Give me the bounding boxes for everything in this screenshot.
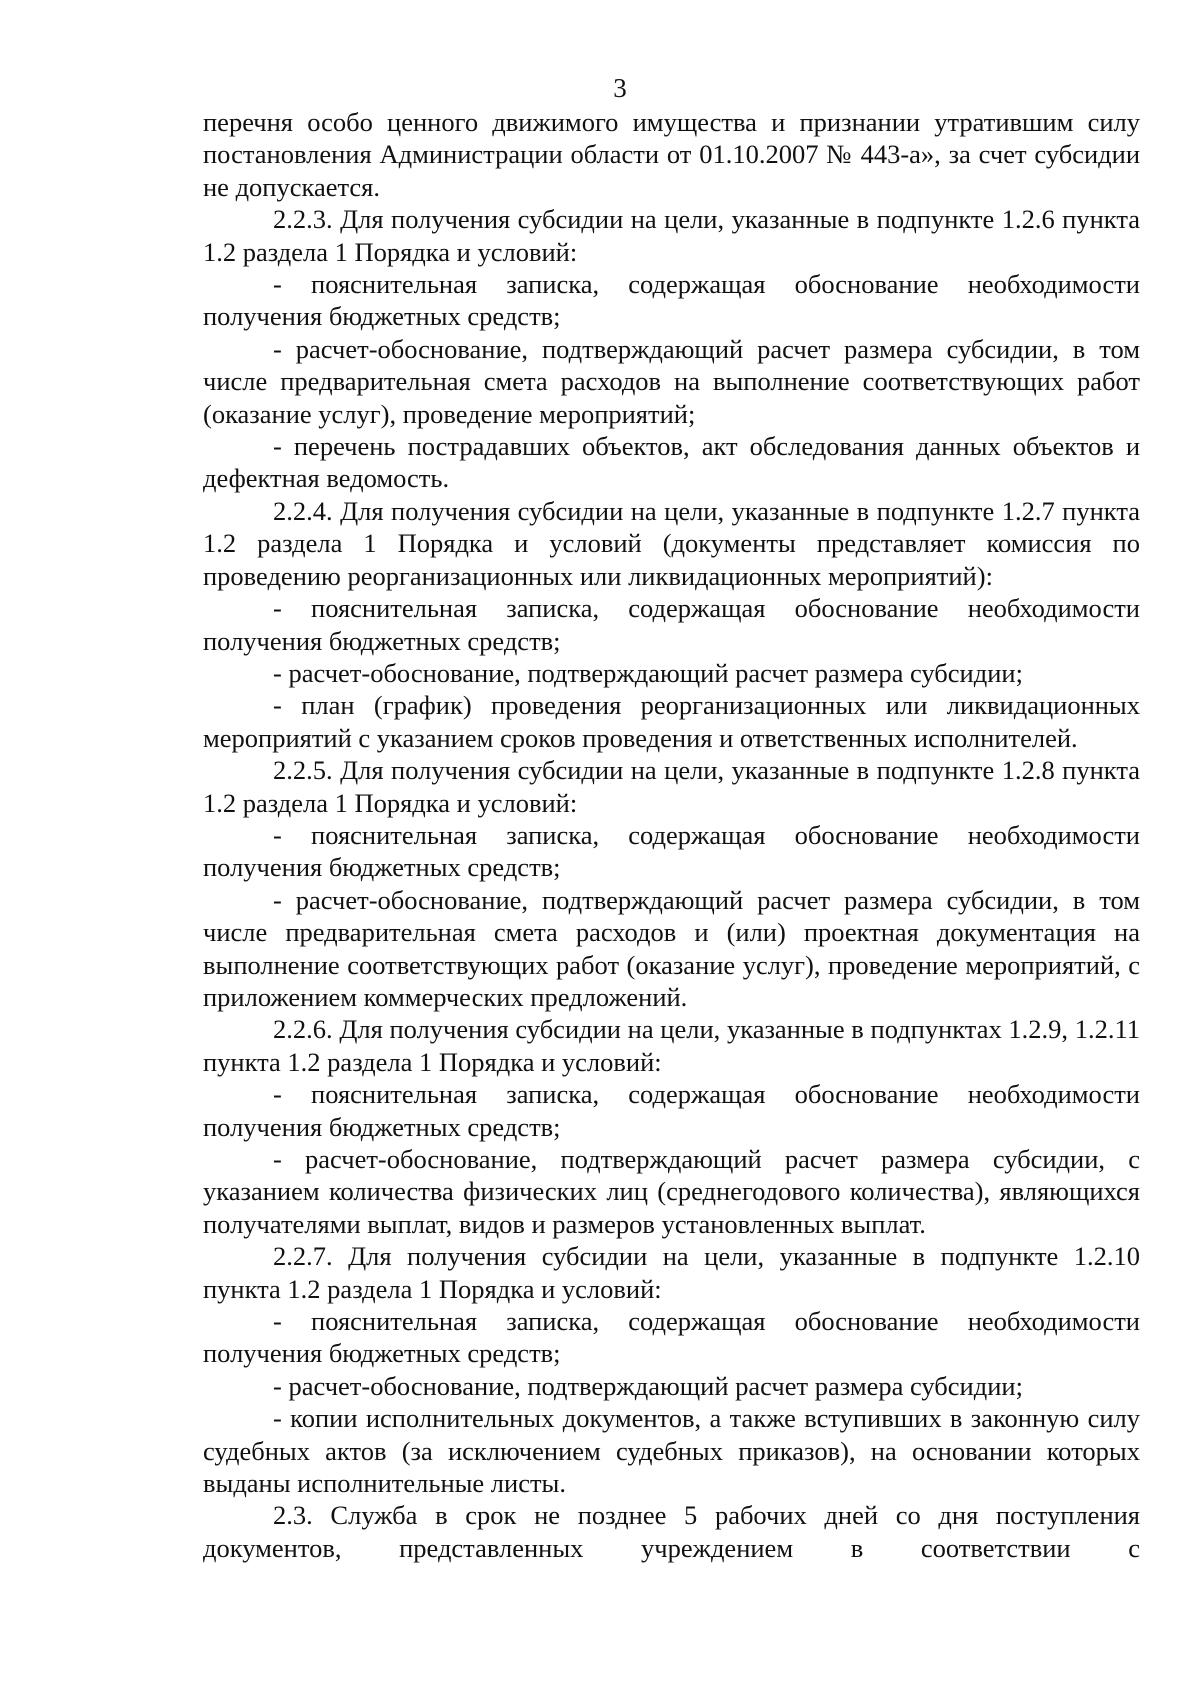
list-item: - копии исполнительных документов, а также вступивших в законную силу судебных актов (за исключением судебных приказов), на основании которых выданы исполнительные листы. <box>203 1403 1140 1499</box>
document-body <box>203 106 1140 1564</box>
list-item: - расчет-обоснование, подтверждающий расчет размера субсидии; <box>273 657 1023 688</box>
list-item: - пояснительная записка, содержащая обоснование необходимости получения бюджетных средств; <box>203 1079 1140 1142</box>
list-item: - пояснительная записка, содержащая обоснование необходимости получения бюджетных средств; <box>203 269 1140 332</box>
list-item: - расчет-обоснование, подтверждающий расчет размера субсидии, в том числе предварительная смета расходов и (или) проектная документация на выполнение соответствующих работ (оказание услуг), проведение мероприятий, с приложением коммерческих предложений. <box>203 884 1140 1012</box>
list-item: - пояснительная записка, содержащая обоснование необходимости получения бюджетных средств; <box>203 593 1140 656</box>
paragraph-2-2-4: 2.2.4. Для получения субсидии на цели, указанные в подпункте 1.2.7 пункта 1.2 раздела 1 Порядка и условий (документы представляет комиссия по проведению реорганизационных или ликвидационных мероприятий): <box>203 495 1140 591</box>
paragraph-2-2-5: 2.2.5. Для получения субсидии на цели, указанные в подпункте 1.2.8 пункта 1.2 раздела 1 Порядка и условий: <box>203 755 1140 818</box>
paragraph-2-2-6: 2.2.6. Для получения субсидии на цели, указанные в подпунктах 1.2.9, 1.2.11 пункта 1.2 раздела 1 Порядка и условий: <box>203 1014 1140 1077</box>
paragraph-2-3: 2.3. Служба в срок не позднее 5 рабочих дней со дня поступления документов, представленных учреждением в соответствии с <box>203 1500 1140 1563</box>
list-item: - расчет-обоснование, подтверждающий расчет размера субсидии, с указанием количества физических лиц (среднегодового количества), являющихся получателями выплат, видов и размеров установленных выплат. <box>203 1144 1140 1239</box>
list-item: - план (график) проведения реорганизационных или ликвидационных мероприятий с указанием сроков проведения и ответственных исполнителей. <box>203 690 1140 753</box>
list-item: - перечень пострадавших объектов, акт обследования данных объектов и дефектная ведомость. <box>203 431 1140 494</box>
paragraph-2-2-3: 2.2.3. Для получения субсидии на цели, указанные в подпункте 1.2.6 пункта 1.2 раздела 1 Порядка и условий: <box>203 204 1140 267</box>
page-number: 3 <box>613 73 627 103</box>
list-item: - пояснительная записка, содержащая обоснование необходимости получения бюджетных средств; <box>203 819 1140 883</box>
list-item: - пояснительная записка, содержащая обоснование необходимости получения бюджетных средств; <box>203 1306 1140 1369</box>
list-item: - расчет-обоснование, подтверждающий расчет размера субсидии, в том числе предварительная смета расходов на выполнение соответствующих работ (оказание услуг), проведение мероприятий; <box>203 333 1140 429</box>
paragraph-2-2-7: 2.2.7. Для получения субсидии на цели, указанные в подпункте 1.2.10 пункта 1.2 раздела 1 Порядка и условий: <box>203 1241 1140 1304</box>
paragraph-continuation: перечня особо ценного движимого имущества и признании утратившим силу постановления Администрации области от 01.10.2007 № 443-а», за счет субсидии не допускается. <box>203 107 1140 202</box>
list-item: - расчет-обоснование, подтверждающий расчет размера субсидии; <box>273 1370 1023 1401</box>
